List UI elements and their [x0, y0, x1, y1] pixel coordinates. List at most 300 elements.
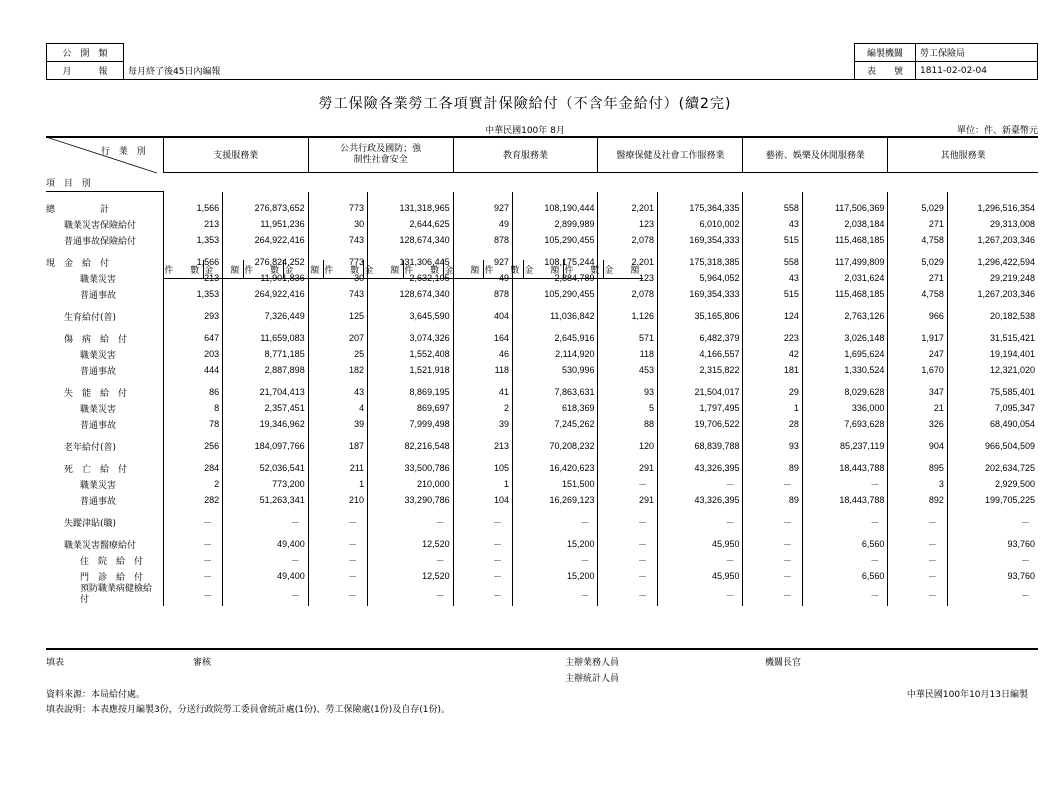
count-cell: － — [308, 536, 367, 552]
amount-cell: － — [223, 584, 309, 606]
amount-cell: － — [947, 552, 1038, 568]
amount-header: 金 額 — [604, 260, 644, 279]
amount-cell: 12,321,020 — [947, 362, 1038, 378]
amount-cell: 33,500,786 — [368, 460, 454, 476]
count-cell: 284 — [163, 460, 222, 476]
amount-cell: － — [802, 552, 888, 568]
table-row — [46, 330, 1038, 346]
count-cell: 878 — [453, 232, 512, 248]
amount-cell: 7,095,347 — [947, 400, 1038, 416]
amount-cell: 2,645,916 — [512, 330, 598, 346]
amount-cell: 45,950 — [657, 568, 743, 584]
amount-cell: 12,520 — [368, 536, 454, 552]
count-cell: 5,029 — [888, 254, 947, 270]
count-cell: － — [163, 514, 222, 530]
table-row — [46, 400, 1038, 416]
count-cell: 1,353 — [163, 232, 222, 248]
agency-head-label: 機關長官 — [765, 658, 802, 668]
amount-cell: 33,290,786 — [368, 492, 454, 508]
count-cell: 187 — [308, 438, 367, 454]
count-cell: 773 — [308, 254, 367, 270]
amount-cell: 49,400 — [223, 536, 309, 552]
amount-cell: － — [368, 584, 454, 606]
table-body — [46, 192, 1038, 607]
count-cell: 123 — [598, 270, 657, 286]
amount-cell: 117,499,809 — [802, 254, 888, 270]
amount-cell: 5,964,052 — [657, 270, 743, 286]
amount-cell: 108,175,244 — [512, 254, 598, 270]
amount-cell: 169,354,333 — [657, 232, 743, 248]
table-row — [46, 584, 1038, 606]
amount-cell: 68,839,788 — [657, 438, 743, 454]
reviewer-label: 審核 — [193, 658, 212, 668]
amount-cell: － — [802, 584, 888, 606]
row-label: 職業災害 — [80, 350, 117, 361]
amount-cell: － — [947, 584, 1038, 606]
amount-cell: 6,560 — [802, 568, 888, 584]
count-cell: 39 — [453, 416, 512, 432]
row-label: 普通事故保險給付 — [64, 236, 137, 247]
table-row — [46, 216, 1038, 232]
data-source: 資料來源：本局給付處。 — [46, 690, 146, 700]
count-cell: － — [598, 552, 657, 568]
count-cell: 515 — [743, 232, 802, 248]
amount-cell: 2,315,822 — [657, 362, 743, 378]
count-cell: 878 — [453, 286, 512, 302]
amount-cell: 2,114,920 — [512, 346, 598, 362]
table-row — [46, 346, 1038, 362]
count-cell: 43 — [743, 216, 802, 232]
amount-cell: 1,267,203,346 — [947, 286, 1038, 302]
count-cell: 43 — [308, 384, 367, 400]
row-label: 預防職業病健檢給付 — [80, 584, 153, 605]
group-header: 支援服務業 — [163, 137, 308, 173]
count-cell: 271 — [888, 216, 947, 232]
amount-cell: 45,950 — [657, 536, 743, 552]
amount-cell: 7,999,498 — [368, 416, 454, 432]
count-cell: 453 — [598, 362, 657, 378]
amount-cell: 199,705,225 — [947, 492, 1038, 508]
group-header: 醫療保健及社會工作服務業 — [598, 137, 743, 173]
amount-cell: 18,443,788 — [802, 492, 888, 508]
count-cell: 404 — [453, 308, 512, 324]
count-cell: 247 — [888, 346, 947, 362]
count-cell: － — [888, 568, 947, 584]
unit-label: 單位：件、新臺幣元 — [956, 126, 1038, 136]
table-row — [46, 308, 1038, 324]
count-cell: 1 — [308, 476, 367, 492]
row-label: 普通事故 — [80, 420, 117, 431]
count-cell: 89 — [743, 460, 802, 476]
amount-header: 金 額 — [364, 260, 404, 279]
amount-cell: 2,763,126 — [802, 308, 888, 324]
amount-cell: － — [512, 584, 598, 606]
count-cell: 558 — [743, 254, 802, 270]
count-cell: 46 — [453, 346, 512, 362]
table-row — [46, 552, 1038, 568]
amount-header: 金 額 — [284, 260, 324, 279]
agency-label: 編製機關 — [855, 44, 916, 62]
count-cell: 89 — [743, 492, 802, 508]
amount-cell: 128,674,340 — [368, 232, 454, 248]
amount-cell: － — [512, 552, 598, 568]
count-cell: 2,201 — [598, 254, 657, 270]
count-cell: 966 — [888, 308, 947, 324]
amount-cell: － — [802, 476, 888, 492]
amount-cell: 1,552,408 — [368, 346, 454, 362]
agency-value: 勞工保險局 — [916, 44, 1038, 62]
count-cell: 282 — [163, 492, 222, 508]
count-cell: 223 — [743, 330, 802, 346]
filler-label: 填表 — [46, 658, 65, 668]
amount-cell: 1,521,918 — [368, 362, 454, 378]
count-cell: － — [598, 514, 657, 530]
amount-cell: 16,420,623 — [512, 460, 598, 476]
amount-cell: 210,000 — [368, 476, 454, 492]
count-cell: － — [453, 514, 512, 530]
count-cell: 291 — [598, 492, 657, 508]
row-label: 職業災害 — [80, 480, 117, 491]
count-cell: 1 — [743, 400, 802, 416]
amount-cell: 1,330,524 — [802, 362, 888, 378]
amount-cell: － — [223, 514, 309, 530]
count-cell: － — [888, 514, 947, 530]
row-label: 老年給付(普) — [64, 442, 117, 453]
amount-cell: 1,296,516,354 — [947, 200, 1038, 216]
amount-cell: 51,263,341 — [223, 492, 309, 508]
amount-cell: 12,520 — [368, 568, 454, 584]
count-cell: 25 — [308, 346, 367, 362]
count-cell: － — [163, 584, 222, 606]
row-label: 職業災害 — [80, 404, 117, 415]
amount-cell: 105,290,455 — [512, 232, 598, 248]
group-header: 其他服務業 — [888, 137, 1038, 173]
count-cell: － — [888, 536, 947, 552]
count-cell: 93 — [743, 438, 802, 454]
count-cell: 2,078 — [598, 232, 657, 248]
count-cell: 88 — [598, 416, 657, 432]
count-cell: 5 — [598, 400, 657, 416]
row-label: 職業災害保險給付 — [64, 220, 137, 231]
count-cell: 892 — [888, 492, 947, 508]
count-cell: － — [308, 584, 367, 606]
amount-cell: 6,482,379 — [657, 330, 743, 346]
amount-cell: 29,313,008 — [947, 216, 1038, 232]
amount-cell: 175,364,335 — [657, 200, 743, 216]
count-cell: 293 — [163, 308, 222, 324]
report-schedule: 每月終了後45日內編報 — [124, 62, 333, 80]
amount-cell: 29,219,248 — [947, 270, 1038, 286]
amount-cell: 2,357,451 — [223, 400, 309, 416]
count-cell: 182 — [308, 362, 367, 378]
amount-cell: － — [802, 514, 888, 530]
count-cell: 3 — [888, 476, 947, 492]
count-cell: 29 — [743, 384, 802, 400]
count-cell: 49 — [453, 270, 512, 286]
amount-cell: 21,704,413 — [223, 384, 309, 400]
count-cell: － — [743, 514, 802, 530]
amount-cell: 105,290,455 — [512, 286, 598, 302]
count-cell: 93 — [598, 384, 657, 400]
count-cell: 49 — [453, 216, 512, 232]
count-cell: 104 — [453, 492, 512, 508]
table-row — [46, 416, 1038, 432]
amount-cell: 117,506,369 — [802, 200, 888, 216]
row-label: 職業災害醫療給付 — [64, 540, 137, 551]
amount-cell: － — [368, 514, 454, 530]
count-cell: 444 — [163, 362, 222, 378]
header-left-box — [46, 43, 332, 80]
row-label: 失 能 給 付 — [64, 388, 128, 399]
amount-cell: 7,693,628 — [802, 416, 888, 432]
count-cell: 118 — [598, 346, 657, 362]
count-cell: － — [888, 552, 947, 568]
table-row — [46, 232, 1038, 248]
count-header: 件 數 — [244, 260, 284, 279]
row-label: 職業災害 — [80, 274, 117, 285]
amount-cell: 4,166,557 — [657, 346, 743, 362]
amount-cell: 2,899,989 — [512, 216, 598, 232]
amount-cell: 151,500 — [512, 476, 598, 492]
count-cell: 41 — [453, 384, 512, 400]
count-cell: 271 — [888, 270, 947, 286]
count-cell: － — [453, 536, 512, 552]
page-title: 勞工保險各業勞工各項實計保險給付（不含年金給付）(續2完) — [318, 96, 732, 112]
amount-cell: － — [657, 552, 743, 568]
amount-cell: 15,200 — [512, 536, 598, 552]
amount-cell: 6,560 — [802, 536, 888, 552]
amount-header: 金 額 — [204, 260, 244, 279]
count-cell: － — [743, 584, 802, 606]
count-cell: － — [598, 568, 657, 584]
count-cell: 927 — [453, 254, 512, 270]
amount-cell: 773,200 — [223, 476, 309, 492]
count-cell: 1,126 — [598, 308, 657, 324]
amount-cell: 16,269,123 — [512, 492, 598, 508]
count-cell: 1,566 — [163, 200, 222, 216]
amount-cell: 3,074,326 — [368, 330, 454, 346]
count-cell: － — [453, 568, 512, 584]
amount-cell: 8,869,195 — [368, 384, 454, 400]
count-cell: 743 — [308, 286, 367, 302]
amount-cell: 2,929,500 — [947, 476, 1038, 492]
amount-cell: － — [512, 514, 598, 530]
count-cell: － — [598, 476, 657, 492]
amount-cell: 2,887,898 — [223, 362, 309, 378]
count-cell: － — [453, 584, 512, 606]
report-period: 中華民國100年 8月 — [485, 126, 565, 136]
table-row — [46, 362, 1038, 378]
amount-cell: 115,468,185 — [802, 286, 888, 302]
count-cell: 30 — [308, 270, 367, 286]
count-cell: 2 — [163, 476, 222, 492]
amount-cell: 1,797,495 — [657, 400, 743, 416]
count-cell: 124 — [743, 308, 802, 324]
amount-cell: 128,674,340 — [368, 286, 454, 302]
count-cell: 164 — [453, 330, 512, 346]
count-cell: 86 — [163, 384, 222, 400]
amount-cell: 264,922,416 — [223, 232, 309, 248]
amount-cell: 202,634,725 — [947, 460, 1038, 476]
count-cell: 1 — [453, 476, 512, 492]
count-cell: 213 — [163, 216, 222, 232]
amount-cell: 2,038,184 — [802, 216, 888, 232]
count-cell: 181 — [743, 362, 802, 378]
table-row — [46, 460, 1038, 476]
count-cell: 30 — [308, 216, 367, 232]
count-cell: 773 — [308, 200, 367, 216]
amount-cell: 8,771,185 — [223, 346, 309, 362]
count-cell: 515 — [743, 286, 802, 302]
group-header: 教育服務業 — [453, 137, 598, 173]
count-cell: 1,353 — [163, 286, 222, 302]
public-class-label: 公 開 類 — [47, 44, 124, 62]
amount-cell: 68,490,054 — [947, 416, 1038, 432]
amount-cell: 43,326,395 — [657, 492, 743, 508]
count-cell: 1,566 — [163, 254, 222, 270]
amount-cell: 2,632,105 — [368, 270, 454, 286]
count-cell: － — [743, 552, 802, 568]
amount-cell: 3,026,148 — [802, 330, 888, 346]
amount-cell: 70,208,232 — [512, 438, 598, 454]
count-header: 件 數 — [564, 260, 604, 279]
table-row — [46, 384, 1038, 400]
amount-cell: － — [223, 552, 309, 568]
row-label: 普通事故 — [80, 290, 117, 301]
table-row — [46, 492, 1038, 508]
amount-cell: 618,369 — [512, 400, 598, 416]
count-cell: 125 — [308, 308, 367, 324]
count-cell: 5,029 — [888, 200, 947, 216]
count-cell: － — [453, 552, 512, 568]
amount-cell: 11,036,842 — [512, 308, 598, 324]
amount-cell: 82,216,548 — [368, 438, 454, 454]
amount-cell: 1,296,422,594 — [947, 254, 1038, 270]
amount-cell: 169,354,333 — [657, 286, 743, 302]
count-cell: 647 — [163, 330, 222, 346]
amount-cell: － — [657, 476, 743, 492]
count-cell: － — [743, 568, 802, 584]
amount-cell: 93,760 — [947, 568, 1038, 584]
count-cell: － — [308, 552, 367, 568]
amount-cell: － — [657, 584, 743, 606]
count-cell: 4,758 — [888, 232, 947, 248]
count-cell: 4 — [308, 400, 367, 416]
count-cell: 210 — [308, 492, 367, 508]
industry-axis-label: 行 業 別 — [100, 147, 149, 157]
table-row — [46, 514, 1038, 530]
count-cell: 2,078 — [598, 286, 657, 302]
count-cell: － — [308, 568, 367, 584]
count-header: 件 數 — [404, 260, 444, 279]
table-row — [46, 438, 1038, 454]
amount-cell: 264,922,416 — [223, 286, 309, 302]
amount-cell: 31,515,421 — [947, 330, 1038, 346]
amount-cell: 1,267,203,346 — [947, 232, 1038, 248]
corner-header — [46, 137, 163, 192]
amount-cell: 11,951,236 — [223, 216, 309, 232]
amount-cell: 115,468,185 — [802, 232, 888, 248]
amount-cell: 131,306,445 — [368, 254, 454, 270]
amount-cell: 52,036,541 — [223, 460, 309, 476]
amount-cell: 11,901,836 — [223, 270, 309, 286]
table-row — [46, 286, 1038, 302]
amount-cell: － — [657, 514, 743, 530]
amount-cell: 15,200 — [512, 568, 598, 584]
row-label: 住 院 給 付 — [80, 556, 144, 567]
amount-cell: 184,097,766 — [223, 438, 309, 454]
amount-cell: 276,873,652 — [223, 200, 309, 216]
count-cell: 571 — [598, 330, 657, 346]
count-cell: 326 — [888, 416, 947, 432]
count-cell: － — [598, 584, 657, 606]
amount-cell: 20,182,538 — [947, 308, 1038, 324]
count-cell: 8 — [163, 400, 222, 416]
count-cell: 904 — [888, 438, 947, 454]
count-cell: 28 — [743, 416, 802, 432]
amount-cell: 19,194,401 — [947, 346, 1038, 362]
count-cell: － — [888, 584, 947, 606]
amount-cell: 93,760 — [947, 536, 1038, 552]
compiled-date: 中華民國100年10月13日編製 — [906, 690, 1028, 700]
count-cell: 1,917 — [888, 330, 947, 346]
count-cell: 39 — [308, 416, 367, 432]
amount-cell: 2,031,624 — [802, 270, 888, 286]
amount-cell: － — [368, 552, 454, 568]
filling-instructions: 填表說明：本表應按月編製3份，分送行政院勞工委員會統計處(1份)、勞工保險處(1份)及自存(1份)。 — [46, 705, 450, 715]
count-cell: － — [163, 536, 222, 552]
count-cell: 558 — [743, 200, 802, 216]
count-cell: 4,758 — [888, 286, 947, 302]
row-label: 死 亡 給 付 — [64, 464, 128, 475]
amount-cell: 18,443,788 — [802, 460, 888, 476]
count-cell: － — [163, 552, 222, 568]
statistics-officer-label: 主辦統計人員 — [565, 674, 620, 684]
table-row — [46, 536, 1038, 552]
amount-cell: 7,863,631 — [512, 384, 598, 400]
count-cell: － — [598, 536, 657, 552]
count-cell: 743 — [308, 232, 367, 248]
amount-cell: 8,029,628 — [802, 384, 888, 400]
header-right-box — [854, 43, 1038, 80]
amount-cell: 869,697 — [368, 400, 454, 416]
row-label: 普通事故 — [80, 366, 117, 377]
count-header: 件 數 — [484, 260, 524, 279]
count-cell: 2 — [453, 400, 512, 416]
count-cell: 105 — [453, 460, 512, 476]
header-underline — [46, 79, 854, 80]
count-cell: 347 — [888, 384, 947, 400]
table-row — [46, 568, 1038, 584]
amount-cell: 7,245,262 — [512, 416, 598, 432]
row-label: 生育給付(普) — [64, 312, 117, 323]
amount-cell: 6,010,002 — [657, 216, 743, 232]
count-cell: 213 — [453, 438, 512, 454]
count-cell: 291 — [598, 460, 657, 476]
amount-cell: 3,645,590 — [368, 308, 454, 324]
group-header: 公共行政及國防；強制性社會安全 — [308, 137, 453, 173]
count-header: 件 數 — [164, 260, 204, 279]
count-cell: 118 — [453, 362, 512, 378]
count-cell: 927 — [453, 200, 512, 216]
count-cell: － — [308, 514, 367, 530]
count-header: 件 數 — [324, 260, 364, 279]
count-cell: 1,670 — [888, 362, 947, 378]
count-cell: 203 — [163, 346, 222, 362]
count-cell: 2,201 — [598, 200, 657, 216]
table-row — [46, 476, 1038, 492]
report-type-label: 月 報 — [47, 62, 124, 80]
